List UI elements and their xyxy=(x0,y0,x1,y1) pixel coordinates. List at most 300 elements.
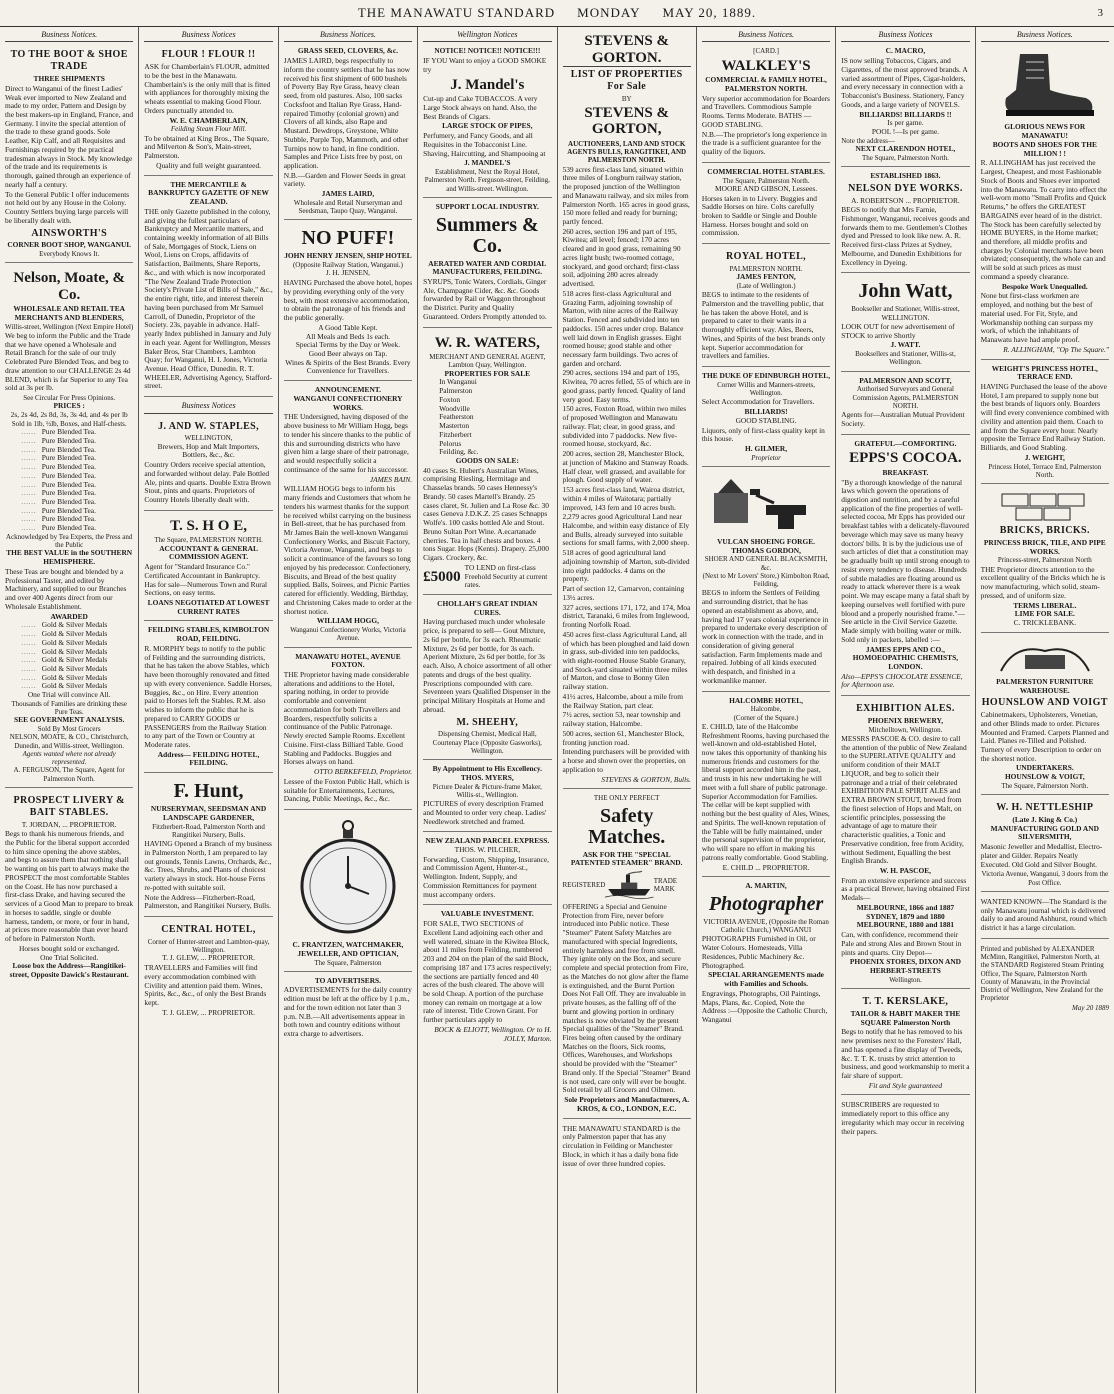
ad-heading: SUPPORT LOCAL INDUSTRY. xyxy=(435,201,539,211)
list-item: 290 acres, sections 194 and part of 195, Kiwitea, 70 acres felled, 55 of which are in good grass, partly fenced. Quality of land very good. Easy terms. xyxy=(562,368,691,404)
ad-grass-seed xyxy=(284,45,412,220)
ad-signature: J. H. JENSEN, xyxy=(325,268,371,278)
ad-body: Horses taken in to Livery. Buggies and Saddle Horses on hire. Colts carefully broken to Saddle or Single and Double Harness. Horses bought and sold on commission. xyxy=(701,193,817,238)
ad-line: BILLIARDS! xyxy=(744,407,788,417)
ad-subtitle: ASK FOR THE "SPECIAL PATENTED STEAMER" BRAND. xyxy=(570,849,683,868)
ad-title: THE DUKE OF EDINBURGH HOTEL, xyxy=(702,371,831,381)
ad-epps-cocoa xyxy=(841,438,969,697)
ad-address: (Opposite Railway Station, Wanganui.) xyxy=(292,261,403,270)
ad-kimbolton-stables xyxy=(144,624,272,773)
ad-note: SEE GOVERNMENT ANALYSIS. xyxy=(14,715,125,725)
ad-to-advertisers xyxy=(284,975,412,1044)
ad-john-watt xyxy=(841,276,969,371)
column-heading: Business Notices xyxy=(144,29,272,42)
ad-exhibition-ales xyxy=(841,699,969,989)
ad-signature: BOCK & ELIOTT, Wellington. Or to H. JOLLY, Marton. xyxy=(434,1024,552,1043)
list-item: …… Gold & Silver Medals xyxy=(5,630,133,639)
ad-signature: W. E. CHAMBERLAIN, xyxy=(169,115,248,125)
ad-title: WALKLEY'S xyxy=(721,57,811,74)
ad-address: Princess-street, Palmerston North xyxy=(997,556,1092,565)
ad-commercial-stables xyxy=(702,166,830,244)
ad-signature: JAMES FENTON, xyxy=(736,272,796,282)
ad-signature: THOS. W. PILCHER, xyxy=(454,845,521,854)
ad-body: Agents for—Australian Mutual Provident Society. xyxy=(841,410,965,428)
ad-address: Halcombe, xyxy=(750,705,782,714)
ad-line: Is per game. xyxy=(887,118,924,128)
ad-title: STEVENS & GORTON. xyxy=(563,33,691,67)
ad-stevens-gorton xyxy=(563,29,691,789)
ad-signature: A. MARTIN, xyxy=(745,881,787,891)
ad-body: SYRUPS, Tonic Waters, Cordials, Ginger Ale, Champagne Cider, &c. &c. Goods forwarded by Rail or Waggon throughout the District. Purity and Quality Guaranteed. Orders Promptly attended to. xyxy=(423,276,547,321)
ad-nelson-dye-works xyxy=(841,170,969,273)
masthead-day: MONDAY xyxy=(577,5,641,20)
registered-label: REGISTERED xyxy=(562,880,606,889)
ad-note: (Late of Wellington.) xyxy=(736,281,796,290)
ad-body: WILLIAM HOGG begs to inform his many friends and Customers that whom he tenders his warmest thanks for the support he received whilst carrying on the business in Bell-street, that he has purchased from Mr James Bain the well-known Wanganui Confectionery Works, and Biscuit Factory, Victoria Avenue, Wanganui, and begs to solicit a continuance of the favours so long enjoyed by his predecessor. Confectionery, Biscuits, and Bread of the best quality supplied. Balls, Soirees, and Picnic Parties catered for efficiently. Wedding, Birthday, and Christening Cakes made to order at the shortest notice. xyxy=(283,484,412,616)
ad-role: Proprietor xyxy=(751,453,781,462)
ad-subtitle: HOUNSLOW AND VOIGT xyxy=(981,697,1108,709)
ad-subtitle: JOHN HENRY JENSEN, SHIP HOTEL xyxy=(284,251,412,261)
ad-proprietor: E. CHILD ... PROPRIETOR. xyxy=(722,862,810,872)
ad-title: MANAWATU HOTEL, AVENUE FOXTON. xyxy=(295,651,401,670)
ad-subtitle: Authorised Surveyors and General Commission Agents, PALMERSTON NORTH. xyxy=(852,385,959,410)
ad-signature: MOORE AND GIBSON, Lessees. xyxy=(715,183,818,193)
ad-body: SUBSCRIBERS are requested to immediately report to this office any irregularity which may occur in receiving their papers. xyxy=(841,1100,965,1136)
list-item: 153 acres first-class land, Wairoa district, within 4 miles of Waitotara; partially improved, 143 fern and 10 acres bush. xyxy=(562,485,685,512)
ad-address: Establishment, Next the Royal Hotel, Palmerston North. Ferguson-street, Feilding, and Willis-street. Wellington. xyxy=(424,168,550,193)
ad-subtitle: LIST OF PROPERTIES For Sale xyxy=(570,69,683,92)
ad-body: ADVERTISEMENTS for the daily country edition must be left at the office by 1 p.m., and for the town edition not later than 3 p.m. N.B.—All advertisements appear in both town and country editions without extra charge to advertisers. xyxy=(283,985,412,1039)
ad-title: PROSPECT LIVERY & BAIT STABLES. xyxy=(13,794,125,818)
ad-subtitle: BREAKFAST. xyxy=(882,467,929,477)
ad-princess-brick xyxy=(981,487,1109,633)
ad-duke-of-edinburgh xyxy=(702,370,830,467)
ad-note: Agents wanted where not already represented. xyxy=(22,749,116,767)
medal-list xyxy=(5,621,133,691)
ad-body: IS now selling Tobaccos, Cigars, and Cigarettes, of the most approved brands. A varied assortment of Pipes, Cigar-holders, and every necessary in connection with a Tobacconist's Business. Stationery, Fancy Goods, and a large variety of NOVELS. xyxy=(841,56,968,109)
ad-staples xyxy=(144,417,272,511)
ad-hunt xyxy=(144,776,272,917)
masthead xyxy=(0,0,1114,27)
ad-address: NEXT CLARENDON HOTEL, xyxy=(855,144,956,154)
ad-line: POOL !—Is per game. xyxy=(871,127,939,137)
ad-address: Wholesale and Retail Nurseryman and Seedsman, Taupo Quay, Wanganui. xyxy=(293,198,402,216)
ad-title: EXHIBITION ALES. xyxy=(856,703,955,715)
ad-note: N.B.—Garden and Flower Seeds in great variety. xyxy=(283,170,406,189)
ad-body: None but first-class workmen are employed, and nothing but the best of material used. For Fit, Style, and Workmanship nothing can surpass my work, of which the inhabitants of Manawatu have had ample proof. xyxy=(980,291,1094,345)
ad-note: One Trial Solicited. xyxy=(40,952,99,962)
ad-address: AUCTIONEERS, LAND AND STOCK AGENTS BULLS, RANGITIKEI, AND PALMERSTON NORTH. xyxy=(567,139,687,165)
ad-address: PHOENIX STORES, DIXON AND HERBERT-STREETS xyxy=(849,957,962,976)
ad-note: Sold By Most Grocers xyxy=(37,725,101,734)
ad-allingham xyxy=(981,45,1109,359)
ad-note: Quality and full weight guaranteed. xyxy=(156,160,261,170)
ad-body: THE Proprietor directs attention to the excellent quality of the Bricks which he is now manufacturing, which solid, steam-pressed, and of uniform size. xyxy=(980,564,1106,600)
ad-chollah xyxy=(423,598,551,760)
ad-body: E. CHILD, late of the Halcombe Refreshment Rooms, having purchased the well-known and old-established Hotel, now takes this opportunity of thanking his numerous friends and customers for the liberal support accorded him in the past, and trusts in his new undertaking he will meet with a full share of public patronage. Superior Accommodation for Families. The cellar will be kept supplied with nothing but the best quality of Ales, Wines, and Spirits. The well-known reputation of the Table will be fully maintained, under the personal supervision of the proprietor, who will spare no effort in making his patrons really comfortable. Good Stabling. xyxy=(701,721,830,862)
page-number: 3 xyxy=(1097,7,1104,19)
ad-body: 40 cases St. Hubert's Australian Wines, comprising Riesling, Hermitage and Chasselas brands. 50 cases Hennessy's Brandy. 50 cases Martell's Brandy. 25 cases claret, St. Julien and La Rose &c. 30 cases Geneva J.D.K.Z. 25 cases Schnapps Wolfe's. 100 casks bottled Ale and Stout. Bruno Sultan Port Wine. A.ecartanade cherries. Tea in half chests and boxes. 4 tons Sugar. Hops (Kents). Drapery. 25,000 Cigars. Crockery, &c. xyxy=(423,465,549,563)
ad-note: Also—EPPS'S CHOCOLATE ESSENCE, for Afternoon use. xyxy=(841,671,963,690)
ad-medals: MELBOURNE, 1866 and 1887 SYDNEY, 1879 and 1880 MELBOURNE, 1880 and 1881 xyxy=(856,902,955,930)
ad-signature: HOUNSLOW & VOIGT, xyxy=(1004,772,1085,782)
ad-note: One Trial will convince All. xyxy=(27,690,111,700)
ad-body: PHOTOGRAPHS Furnished in Oil, or Water Colours. Homesteads, Villa Residences, Public Machinery &c. Photographed. xyxy=(701,934,816,970)
ad-firm: STEVENS & GORTON, xyxy=(584,104,669,138)
list-item: Palmerston xyxy=(439,386,473,396)
ad-nelson-moate xyxy=(5,266,133,788)
ad-frantzen xyxy=(284,813,412,972)
ad-subtitle: NURSERYMAN, SEEDSMAN AND LANDSCAPE GARDENER, xyxy=(150,804,267,822)
ad-subtitle: CORNER BOOT SHOP, WANGANUI. xyxy=(7,240,132,250)
ad-signature: C. TRICKLEBANK. xyxy=(1013,618,1077,628)
ad-note: Thousands of Families are drinking these Pure Teas. xyxy=(11,699,128,717)
ad-subtitle: BOOTS AND SHOES FOR THE MILLION ! ! xyxy=(992,139,1097,158)
ad-line: Wines & Spirits of the Best Brands. Every Convenience for Travellers. xyxy=(285,357,411,376)
ad-hoe xyxy=(144,514,272,622)
ad-title: THE MERCANTILE & BANKRUPTCY GAZETTE OF NEW ZEALAND. xyxy=(148,179,269,207)
ad-body: Agent for "Standard Insurance Co." Certificated Accountant in Bankruptcy. Has for sale—Numerous Town and Rural Sections, on easy terms. xyxy=(144,562,268,598)
ad-macro xyxy=(841,45,969,167)
ad-signature: JAMES EPPS AND CO., HOMOEOPATHIC CHEMISTS, LONDON. xyxy=(852,644,959,671)
masthead-date: MAY 20, 1889. xyxy=(662,5,757,20)
ad-body: THE Proprietor having made considerable alterations and additions to the Hotel, sparing nothing, in order to provide comfortable and convenient accommodation for both Travellers and Boarders, respectfully solicits a continuance of the Public Patronage. Newly erected Sample Rooms. Excellent Cuisine. First-class Billiard Table. Good Stabling and Paddocks. Buggies and Horses always on hand. xyxy=(283,670,409,767)
ad-investment xyxy=(423,908,551,1047)
ad-prospect-stables xyxy=(5,791,133,984)
ad-body: Liquors, only of first-class quality kept in this house. xyxy=(701,425,825,444)
ad-body: We beg to inform the Public and the Trade that we have opened a Wholesale and Retail Branch for the sale of our truly Celebrated Pure Blended Teas, and beg to draw attention to our CHALLENGE 2s 4d BLEND, which is far Superior to any Tea sold at 3s per lb. xyxy=(5,331,131,393)
ad-title: AINSWORTH'S xyxy=(31,227,108,239)
ad-title: BRICKS, BRICKS. xyxy=(999,525,1090,537)
ad-subtitle: SPECIAL ARRANGEMENTS made with Families and Schools. xyxy=(708,970,824,989)
ad-proprietor: T. J. GLEW, ... PROPRIETOR. xyxy=(162,953,255,963)
ad-manawatu-hotel xyxy=(284,651,412,810)
ad-signature: JAMES BAIN. xyxy=(369,474,413,484)
ad-address: (Next to Mr Lovers' Store,) Kimbolton Road, Feilding, xyxy=(702,571,830,589)
list-item: …… Pure Blended Tea. xyxy=(5,524,133,533)
list-item: …… Pure Blended Tea. xyxy=(5,463,133,472)
ad-address: The Square, Palmerston North. xyxy=(722,176,810,185)
ad-body: Begs to notify that he has removed to his new premises next to the Foresters' Hall, and has opened a fine display of Tweeds, &c. T. T. K. trusts by strict attention to business, and good workmanship to merit a fair share of support. xyxy=(841,1027,970,1080)
ad-line: GOOD STABLING. xyxy=(735,415,797,425)
ad-body: HAVING Purchased the above hotel, hopes by providing everything only of the very best, with most extensive accommodation, to obtain the patronage of his friends and the public generally. xyxy=(283,278,413,323)
column-8 xyxy=(976,27,1114,1393)
ad-body: HAVING Purchased the lease of the above Hotel, I am prepared to supply none but the best brands of liquors only. Boarders will find every convenience combined with civility and attention paid them. Coach to and from the Square every hour. Nearly opposite the Terrace End Railway Station. Billiards, and Good Stabling. xyxy=(980,382,1109,453)
ad-furniture-warehouse xyxy=(981,636,1109,795)
ad-subtitle: LARGE STOCK OF PIPES, xyxy=(442,121,533,131)
ad-signature: R. ALLINGHAM, "Op The Square." xyxy=(1003,344,1109,354)
column-5 xyxy=(558,27,697,1393)
ad-signature: J. MANDEL'S xyxy=(464,158,511,168)
list-item: …… Gold & Silver Medals xyxy=(5,656,133,665)
steamer-ship-icon xyxy=(605,868,653,902)
ad-body: ASK for Chamberlain's FLOUR, admitted to be the best in the Manawatu. Chamberlain's is the only mill that is fitted with appliances for thoroughly mixing the wheats essential to making Good Flour. Orders punctually attended to. xyxy=(144,62,271,115)
loan-text: TO LEND on first-class Freehold Security at current rates. xyxy=(464,562,548,590)
ad-body: Perfumery, and Fancy Goods, and all Requisites in the Tobacconist Line. Shaving, Haircutting, and Shampooing at xyxy=(423,131,546,158)
list-item: 260 acres, section 196 and part of 195, Kiwitea; all level; fenced; 170 acres cleared and in good grass, remaining 90 acres light bush; two-roomed cottage, stockyard, and good orchard; first-class soil, adjoining 280 acres already advertised. xyxy=(562,226,681,289)
tea-list xyxy=(5,428,133,533)
ad-subscribers xyxy=(841,1098,969,1141)
ad-summers xyxy=(423,201,551,328)
list-item: 518 acres first-class Agricultural and Grazing Farm, adjoining township of Marton, with nine acres of the Railway Station. Fenced and subdivided into ten paddocks. 150 acres under crop. Balance well laid down in English grasses. Eight roomed house; good stable and other necessary farm buildings. Two acres of garden and orchard. xyxy=(562,288,684,368)
ad-subtitle: PRINCESS BRICK, TILE, AND PIPE WORKS. xyxy=(983,537,1106,556)
ad-subtitle: ACCOUNTANT & GENERAL COMMISSION AGENT. xyxy=(159,543,258,562)
ad-body: FOR SALE, TWO SECTIONS of Excellent Land adjoining each other and well watered, situate in the Kiwitea Block, about 11 miles from Feilding, numbered 203 and 204 on the plan of the said Block, comprising 187 and 173 acres respectively; the sections are partially fenced and 40 acres of the bush cleared. The above will be sold Cheap. A portion of the purchase money can remain on mortgage at a low rate of interest. Title Crown Grant. For further particulars apply to xyxy=(423,919,552,1025)
ad-body: Can, with confidence, recommend their Pale and strong Ales and Brown Stout in pints and quarts. City Depot— xyxy=(841,930,962,957)
ad-waters xyxy=(423,331,551,595)
ad-subtitle: MERCHANT AND GENERAL AGENT, Lambton Quay, Wellington. xyxy=(429,353,546,370)
list-item: …… Gold & Silver Medals xyxy=(5,674,133,683)
ad-body: BEGS to intimate to the residents of Palmerston and the travelling public, that he has taken the above Hotel, and is prepared to cater to their wants in a thoroughly efficient way. Ales, Beers, Wines, and Spirits of the best brands only kept. Superior accommodation for travellers and families. xyxy=(701,290,826,361)
list-item: 500 acres, section 61, Manchester Block, fronting junction road. xyxy=(562,728,684,747)
list-item: …… Pure Blended Tea. xyxy=(5,507,133,516)
list-item: Fitzherbert xyxy=(439,429,472,439)
ad-body: Select Accommodation for Travellers. xyxy=(701,397,815,407)
ad-title: EPPS'S COCOA. xyxy=(849,450,962,467)
ad-body: Cabinetmakers, Upholsterers, Venetian, and other Blinds made to order. Pictures Mounted and Framed. Carpets Planned and Laid. Planes re-Tilled and Polished. Turnery of every Description to order on the shortest notice. xyxy=(980,710,1109,763)
ad-title: CENTRAL HOTEL, xyxy=(161,924,256,936)
loan-amount: £5000 xyxy=(423,568,461,585)
ad-title: VULCAN SHOEING FORGE. xyxy=(717,536,816,546)
ad-title: WANGANUI CONFECTIONERY WORKS. xyxy=(293,393,403,412)
ad-body: PICTURES of every description Framed and Mounted to order very cheap. Ladies' Needlework stretched and framed. xyxy=(423,799,547,826)
ad-title: W. H. NETTLESHIP xyxy=(996,802,1094,814)
ad-proprietor: A. ROBERTSON ... PROPRIETOR. xyxy=(851,195,960,205)
ad-address: The Square, Palmerston North. xyxy=(1001,781,1089,790)
property-list xyxy=(563,166,691,748)
ad-title: HALCOMBE HOTEL, xyxy=(729,695,804,705)
ad-signature: THOMAS GORDON, xyxy=(731,545,801,555)
ad-address: Feilding Steam Flour Mill. xyxy=(170,125,247,134)
ad-address: Address— FEILDING HOTEL, FEILDING. xyxy=(157,749,260,768)
ad-royal-hotel xyxy=(702,247,830,367)
ad-central-hotel xyxy=(144,920,272,1021)
list-item: …… Gold & Silver Medals xyxy=(5,621,133,630)
ad-note: Fit and Style guaranteed xyxy=(868,1080,943,1090)
ad-body: Very superior accommodation for Boarders and Travellers. Commodious Sample Rooms. Terms Moderate. BATHS — GOOD STABLING. xyxy=(701,93,830,129)
column-heading: Business Notices xyxy=(144,400,272,413)
ad-line: LIME FOR SALE. xyxy=(1014,609,1075,619)
list-item: 539 acres first-class land, situated within three miles of Longburn railway station, the proposed junction of the Wellington and Manawatu railway, and six miles from Palmerston North. 165 acres in good grass, 150 more felled and ready for burning; partly fenced. xyxy=(562,164,690,226)
ad-note: Acknowledged by Tea Experts, the Press and the Public xyxy=(6,532,133,550)
list-item: 7½ acres, section 53, near township and railway station, Halcombe. xyxy=(562,710,681,729)
ad-subtitle: THREE SHIPMENTS xyxy=(33,74,105,84)
ad-title: F. Hunt, xyxy=(173,780,244,803)
ad-subtitle: AERATED WATER AND CORDIAL MANUFACTURERS, FEILDING. xyxy=(428,258,547,277)
ad-address: Loose box the Address—Rangitikei-street, Opposite Dawick's Restaurant. xyxy=(9,961,129,979)
ad-line: A Good Table Kept. xyxy=(318,322,378,332)
ad-body: HAVING Opened a Branch of my business in Palmerston North, I am prepared to lay out grounds, Tennis Lawns, Orchards, &c., &c. Trees, Shrubs, and Plants of choicest variety always in stock. Hot-house Ferns re-potted with suitable soil. xyxy=(144,839,272,892)
ad-address: Wellington. xyxy=(889,975,922,984)
ad-subtitle: Bespoke Work Unequalled. xyxy=(1001,281,1088,291)
ad-address: Fitzherbert-Road, Palmerston North and Rangitikei Nursery, Bulls. xyxy=(152,822,265,839)
prices-heading: PRICES : xyxy=(53,401,85,411)
column-heading: Wellington Notices xyxy=(423,29,551,42)
ad-address: The Square, Palmerston North. xyxy=(861,153,949,162)
ad-title: FLOUR ! FLOUR !! xyxy=(161,49,256,61)
ad-signature: J. WEIGHT, xyxy=(1024,452,1065,462)
ad-title: TO ADVERTISERS. xyxy=(314,975,382,985)
ad-body: Forwarding, Custom, Shipping, Insurance, and Commission Agent, Hunter-st., Wellington. Indent, Supply, and Commission Remittances for payment must accompany orders. xyxy=(423,854,549,899)
ad-subtitle: THE BEST VALUE in the SOUTHERN HEMISPHERE. xyxy=(6,548,133,567)
list-item: 2,279 acres good Agricultural Land near Halcombe, and within easy distance of Ely and Bulls, already surveyed into suitable sections for small farms, with 2,000 sheep. xyxy=(562,512,690,548)
ad-address: VICTORIA AVENUE, (Opposite the Roman Catholic Church,) WANGANUI xyxy=(703,917,829,935)
ad-wanted-known xyxy=(981,895,1109,939)
ad-title: NELSON DYE WORKS. xyxy=(848,182,963,194)
list-item: Part of section 12, Carnarvon, containing 13½ acres. xyxy=(562,584,685,602)
list-item: …… Gold & Silver Medals xyxy=(5,648,133,657)
ad-nettleship xyxy=(981,798,1109,892)
ad-mandel xyxy=(423,45,551,197)
ad-address: The Square, Palmerston xyxy=(314,958,382,967)
ad-body: Engravings, Photographs, Oil Paintings, Maps, Plans, &c. Copied, Note the Address :—Opposite the Catholic Church, Wanganui xyxy=(701,988,828,1025)
pocket-watch-icon xyxy=(293,818,403,938)
list-item: …… Pure Blended Tea. xyxy=(5,515,133,524)
ad-confectionery xyxy=(284,384,412,647)
ad-heading: GOODS ON SALE: xyxy=(455,455,519,465)
ad-signature: STEVENS & GORTON, Bulls. xyxy=(601,774,691,784)
ad-title: WEIGHT'S PRINCESS HOTEL, TERRACE END. xyxy=(991,363,1098,382)
column-1 xyxy=(0,27,139,1393)
ad-address: Princess Hotel, Terrace End, Palmerston North. xyxy=(988,462,1102,479)
list-item: …… Pure Blended Tea. xyxy=(5,481,133,490)
ad-title: W. R. WATERS, xyxy=(434,334,540,351)
ad-body: MESSRS PASCOE & CO. desire to call the attention of the public of New Zealand to the SUPERLATIVE QUALITY and uniform condition of their MALT LIQUOR, and beg to solicit their patronage and a trial of their celebrated EXHIBITION PALE SPIRIT ALES and EXTRA BROWN STOUT, brewed from the finest selection of Hops and Malt, on scientific principles, possessing the advantage of age to mature their characteristic qualities, a Tonic and Preservative condition, free from Acidity, without Sediment, Equalling the best English Brands. xyxy=(841,733,967,866)
ad-address: Wanganui Confectionery Works, Victoria Avenue. xyxy=(290,626,406,643)
ad-title: T. S. H O E, xyxy=(170,517,247,534)
ad-note: Lessee of the Foxton Public Hall, which is suitable for Entertainments, Lectures, Dancing, Public Meetings, &c., &c. xyxy=(283,776,410,804)
ad-body: THE Undersigned, having disposed of the above business to Mr William Hogg, begs to tender his sincere thanks to the public of this and surrounding districts who have given him a large share of their patronage, and would respectfully solicit a continuance of the same for his successor. xyxy=(283,412,412,474)
imprint xyxy=(981,942,1109,1016)
ad-address: Booksellers and Stationer, Willis-st, Wellington. xyxy=(855,350,956,367)
ad-body: LOOK OUT for new advertisement of STOCK to arrive Shortly xyxy=(841,321,955,340)
list-item: …… Gold & Silver Medals xyxy=(5,639,133,648)
newspaper-title: THE MANAWATU STANDARD xyxy=(357,5,556,20)
ad-proprietor: T. JORDAN, ... PROPRIETOR. xyxy=(21,819,117,829)
list-item: In Wanganui xyxy=(439,377,477,387)
list-item: …… Gold & Silver Medals xyxy=(5,665,133,674)
list-item: …… Gold & Silver Medals xyxy=(5,682,133,691)
list-item: Woodville xyxy=(439,403,470,413)
ad-signature: NELSON, MOATE, & CO., Christchurch, Dunedin, and Willis-street, Wellington. xyxy=(9,733,129,750)
list-item: …… Pure Blended Tea. xyxy=(5,437,133,446)
ad-halcombe-hotel xyxy=(702,695,830,878)
ad-heading: PROPERTIES FOR SALE xyxy=(444,368,531,378)
ad-title: T. T. KERSLAKE, xyxy=(862,996,949,1008)
ad-line: BILLIARDS! BILLIARDS !! xyxy=(859,109,952,119)
ad-signature: A. FERGUSON, The Square, Agent for Palmerston North. xyxy=(13,766,125,783)
ad-note: See Circular For Press Opinions. xyxy=(23,394,116,403)
column-heading: Business Notices. xyxy=(284,29,412,42)
ad-address: PALMERSTON NORTH. xyxy=(729,264,803,273)
ad-standard-notice xyxy=(563,1122,691,1174)
ad-note: LOANS NEGOTIATED AT LOWEST CURRENT RATES xyxy=(147,597,270,616)
ad-tagline: Everybody Knows It. xyxy=(39,250,100,259)
ad-flour xyxy=(144,45,272,175)
ad-heading: [CARD.] xyxy=(753,47,779,56)
column-heading: Business Notices. xyxy=(981,29,1109,42)
ad-subtitle: Bookseller and Stationer, Willis-street, WELLINGTON. xyxy=(851,305,960,322)
ad-parcel-express xyxy=(423,835,551,905)
furniture-icon xyxy=(995,641,1095,675)
ad-line: Special Terms by the Day or Week. xyxy=(295,340,401,350)
ad-ship-hotel xyxy=(284,223,412,381)
ad-line: UNDERTAKERS. xyxy=(1015,763,1074,773)
column-7 xyxy=(836,27,975,1393)
ad-subtitle: Brewers, Hop and Malt Importers, Bottlers, &c., &c. xyxy=(157,441,260,460)
list-item: …… Pure Blended Tea. xyxy=(5,428,133,437)
boot-icon xyxy=(990,50,1100,120)
ad-address: Dispensing Chemist, Medical Hall, Courtenay Place (Opposite Gasworks), Wellington. xyxy=(432,730,542,755)
ad-body: Cut-up and Cake TOBACCOS. A very Large Stock always on hand. Also, the Best Brands of Cigars. xyxy=(423,94,538,121)
ad-body: "By a thorough knowledge of the natural laws which govern the operations of digestion and nutrition, and by a careful application of the fine properties of well-selected cocoa, Mr Epps has provided our breakfast tables with a delicately-flavoured beverage which may save us many heavy doctors' bills. It is by the judicious use of such articles of diet that a constitution may be gradually built up until strong enough to resist every tendency to disease. Hundreds of subtle maladies are floating around us ready to attack wherever there is a weak point. We may escape many a fatal shaft by keeping ourselves well fortified with pure blood and a properly nourished frame."—See article in the Civil Service Gazette. Made simply with boiling water or milk. Sold only in packets, labelled :— xyxy=(841,477,970,644)
list-item: …… Pure Blended Tea. xyxy=(5,454,133,463)
list-item: Foxton xyxy=(439,394,461,404)
ad-title: COMMERCIAL HOTEL STABLES. xyxy=(707,166,825,176)
list-item: 150 acres, Foxton Road, within two miles of proposed Wellington and Manawatu railway. Flat; clear, in good grass, and subdivided into 7 paddocks. New five-roomed house, stockyard, &c. xyxy=(562,404,687,449)
list-item: 518 acres of good agricultural land adjoining township of Marton, sub-divided into eight paddocks. 4 dams on the property. xyxy=(562,548,690,584)
ad-mercantile-gazette xyxy=(144,179,272,398)
ad-body: R. MORPHY begs to notify to the public of Feilding and the surrounding districts, that he has taken the above Stables, which have been thoroughly renovated and fitted up with every convenience. Saddle Horses, Buggies, &c., on Hire. Every attention paid to Horses left the Stables. R.M. also wishes to inform the public that he is prepared to CARRY GOODS or PASSENGERS from the Railway Station to any part of the Town or Country at Moderate rates. xyxy=(144,643,272,749)
ad-body: Masonic Jeweller and Medallist, Electro-plater and Gilder. Repairs Neatly Executed. Old Gold and Silver Bought. xyxy=(980,842,1103,869)
ad-kerslake xyxy=(841,992,969,1095)
ad-title: PALMERSTON FURNITURE WAREHOUSE. xyxy=(996,676,1094,695)
ad-body: R. ALLINGHAM has just received the Largest, Cheapest, and most Fashionable Stock of Boots and Shoes ever imported into the Manawatu. To carry into effect the well-worn motto "Small Profits and Quick Returns," he offers the GREATEST BARGAINS ever heard of in the district. The Stock has been carefully selected by HOME BUYERS, in the Home market; and therefore, all middle profits and charges by Colonial merchants have been obviated; consequently, the whole can and will be sold at such prices as must command a speedy clearance. xyxy=(980,158,1108,281)
column-6 xyxy=(697,27,836,1393)
list-item: Featherston xyxy=(439,412,474,422)
list-item: …… Pure Blended Tea. xyxy=(5,489,133,498)
ad-body: To the General Public I offer inducements not held out by any House in the Colony. Country Settlers buying large parcels will be liberally dealt with. xyxy=(5,189,130,225)
ad-title: GRASS SEED, CLOVERS, &c. xyxy=(297,46,399,56)
list-item: Masterton xyxy=(439,421,470,431)
towns-list xyxy=(423,378,551,457)
list-item: 450 acres first-class Agricultural Land, all of which has been ploughed and laid down in grass, sub-divided into ten paddocks, with eight-roomed House Stable Granary, and Stock-yard situated within three miles of Marton, and close to Bonny Glen railway station. xyxy=(562,629,690,692)
ad-body: IF YOU Want to enjoy a GOOD SMOKE try xyxy=(423,56,547,74)
imprint-text: Printed and published by ALEXANDER McMinn, Rangitikei, Palmerston North, at the STANDARD Registered Steam Printing Office, The Square, Palmerston North County of Manawatu, in the Provincial District of Wellington, New Zealand for the Proprietor xyxy=(980,944,1104,1003)
ad-heading: GRATEFUL—COMFORTING. xyxy=(854,438,957,448)
ad-title: Photographer xyxy=(708,892,824,915)
ad-title: TO THE BOOT & SHOE TRADE xyxy=(10,49,128,73)
ad-martin-photographer xyxy=(702,880,830,1030)
trademark-row xyxy=(563,868,691,902)
ad-title: NO PUFF! xyxy=(301,227,395,250)
ad-signature: M. SHEEHY, xyxy=(456,716,519,728)
ad-title: FEILDING STABLES, KIMBOLTON ROAD, FEILDING. xyxy=(147,625,270,644)
ad-subtitle: WHOLESALE AND RETAIL TEA MERCHANTS AND BLENDERS, xyxy=(13,304,126,323)
ad-title: CHOLLAH'S GREAT INDIAN CURES. xyxy=(437,599,538,617)
ad-heading: NOTICE! NOTICE!! NOTICE!!! xyxy=(434,46,541,56)
ad-subtitle: PHOENIX BREWERY, xyxy=(867,715,944,725)
column-2 xyxy=(139,27,278,1393)
ad-note: Horses bought sold or exchanged. xyxy=(19,943,120,953)
ad-note: N.B.—The proprietor's long experience in the trade is a sufficient guarantee for the quality of the liquors. xyxy=(701,129,827,157)
ad-title: NEW ZEALAND PARCEL EXPRESS. xyxy=(425,836,550,846)
ad-note: Note the Address—Fitzherbert-Road, Palmerston, and Rangitikei Nursery, Bulls. xyxy=(144,892,271,911)
ad-title: GLORIOUS NEWS FOR MANAWATU! xyxy=(1004,122,1086,141)
ad-note: Note the address— xyxy=(841,136,895,145)
ad-body: JAMES LAIRD, begs respectfully to inform the country settlers that he has now received his first shipment of 600 bushels of Poverty Bay Rye Grass, heavy clean seed, from old pastures. Also, 100 sacks Cocksfoot and Italian Rye Grass, Hand-repaired Timothy (colonial grown) and Clovers of all kinds, also Rape and Mustard. Dewdrops, Greystone, White Stubble, Purple Top, Mammoth, and other Turnips now to hand, in fine condition. Samples and Price Lists free by post, on application. xyxy=(283,56,410,170)
ad-signature: H. GILMER, xyxy=(745,444,788,453)
ad-boot-trade xyxy=(5,45,133,263)
ad-address: (Corner of the Square.) xyxy=(733,713,799,722)
ad-signature: OTTO BERKEFELD, Proprietor. xyxy=(313,767,413,777)
ad-line: Good Beer always on Tap. xyxy=(308,349,388,359)
ad-address: The Square, PALMERSTON NORTH. xyxy=(154,536,263,545)
ad-body: BEGS to notify that Mrs Farnie, Fishmonger, Wanganui, receives goods and forwards them to me. Gentlemen's Clothes dyed and Pressed to look like new. A. R. Received first-class Prizes at Sydney, Melbourne, and Dunedin Exhibitions for Excellency in Dyeing. xyxy=(841,205,970,267)
ad-body: Direct to Wanganui of the finest Ladies' Weak ever imported to New Zealand and made to my order, Pattern and Design by the best makers-up in England, France, and Germany. I invite the special attention of the trade to these grand goods. Sole Leather, Kip Calf, and all Requisites and Furnishings required by the practical tradesman always in Stock. My knowledge of the trade and its requirements is thorough, gained through an experience of nearly half a century. xyxy=(5,83,134,189)
ad-address: Victoria Avenue, Wanganui, 3 doors from the Post Office. xyxy=(981,870,1109,887)
ad-body: From an extensive experience and success as a practical Brewer, having obtained First Medals— xyxy=(841,875,970,903)
